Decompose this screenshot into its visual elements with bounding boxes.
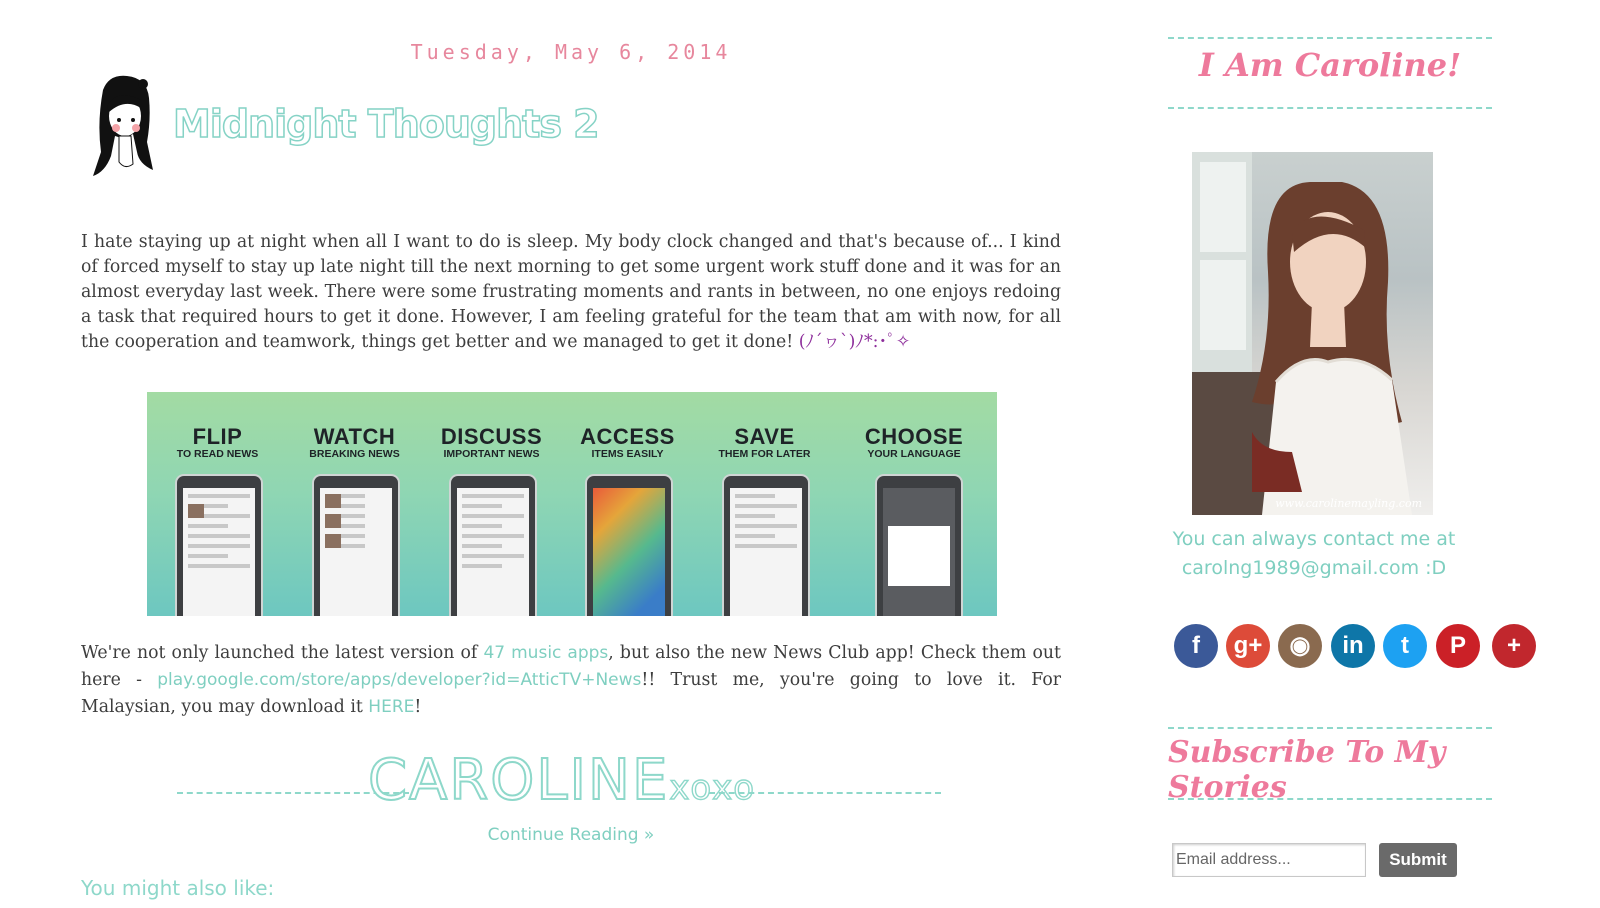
banner-feature-save [694,392,835,616]
feature-heading: WATCH [313,424,396,449]
sidebar [1168,0,1600,908]
email-input[interactable] [1172,843,1366,877]
play-store-link[interactable]: play.google.com/store/apps/developer?id=AtticTV+News [157,670,642,690]
contact-line-1: You can always contact me at [1172,528,1456,550]
linkedin-icon[interactable] [1331,624,1375,668]
feature-heading: FLIP [192,424,243,449]
photo-watermark: www.carolinemayling.com [1275,497,1422,510]
feature-heading: CHOOSE [864,424,964,449]
instagram-icon[interactable] [1278,624,1322,668]
signature-text [177,748,947,813]
paragraph-text: !! Trust me, you're going to love it. For Malaysian, you may download it [81,670,1062,717]
post-title[interactable]: Midnight Thoughts 2 [173,102,599,146]
signature-divider-right [709,792,941,794]
pinterest-icon[interactable] [1436,624,1480,668]
more-plus-glyph: + [1506,632,1521,659]
feature-sub: TO READ NEWS [176,448,259,460]
main-column [81,0,1061,908]
paragraph-text: , but also the new News Club app! Check them out here - [81,643,1061,690]
linkedin-glyph: in [1342,632,1364,659]
kaomoji: (ﾉ´ヮ`)ﾉ*:･ﾟ✧ [798,332,911,352]
sidebar-title: I Am Caroline! [1198,46,1462,84]
divider [1168,37,1492,39]
news-club-banner [147,392,997,616]
facebook-icon[interactable] [1174,624,1218,668]
paragraph-text: ! [414,697,422,717]
download-here-link[interactable]: HERE [368,697,415,717]
feature-heading: ACCESS [580,424,675,449]
music-apps-link[interactable]: 47 music apps [483,643,609,663]
google-plus-glyph: g+ [1233,632,1263,659]
submit-button[interactable]: Submit [1379,843,1457,877]
you-might-also-like-heading: You might also like: [81,876,275,900]
signature [177,748,947,818]
feature-sub: BREAKING NEWS [309,448,400,460]
feature-heading: SAVE [734,424,795,449]
google-plus-icon[interactable] [1226,624,1270,668]
continue-reading-link[interactable]: Continue Reading » [487,825,655,845]
instagram-glyph: ◉ [1289,632,1311,659]
profile-photo [1192,152,1433,515]
signature-name: CAROLINE [367,748,670,813]
subscribe-title: Subscribe To My Stories [1168,735,1446,805]
post-date: Tuesday, May 6, 2014 [410,40,732,64]
contact-info [1168,525,1460,583]
profile-photo-art [1192,152,1433,515]
phone-mockup [175,474,263,616]
signature-xo: xoxo [669,768,757,808]
contact-email[interactable]: carolng1989@gmail.com :D [1181,557,1447,579]
avatar-icon [89,72,161,180]
feature-heading: DISCUSS [440,424,543,449]
phone-mockup [875,474,963,616]
social-icons [1174,624,1544,670]
twitter-icon[interactable] [1383,624,1427,668]
feature-sub: ITEMS EASILY [591,448,664,460]
divider [1168,798,1492,800]
banner-feature-access [557,392,698,616]
phone-mockup [449,474,537,616]
banner-feature-discuss [421,392,562,616]
banner-feature-watch [284,392,425,616]
post-paragraph-2 [81,640,1061,721]
post-paragraph-1 [81,230,1061,355]
post-header [89,72,789,182]
feature-sub: YOUR LANGUAGE [867,448,961,460]
facebook-glyph: f [1192,632,1200,659]
phone-mockup [585,474,673,616]
more-plus-icon[interactable] [1492,624,1536,668]
phone-mockup [722,474,810,616]
paragraph-text: I hate staying up at night when all I want to do is sleep. My body clock changed and that's because of... I kind of forced myself to stay up late night till the next morning to get some urgent work stuff done and it was for an almost everyday last week. There were some frustrating moments and rants in between, no one enjoys redoing a task that required hours to get it done. However, I am feeling grateful for the team that am with now, for all the cooperation and teamwork, things get better and we managed to get it done! [81,232,1061,352]
divider [1168,107,1492,109]
feature-sub: THEM FOR LATER [718,448,811,460]
phone-mockup [312,474,400,616]
paragraph-text: We're not only launched the latest version of [81,643,484,663]
feature-sub: IMPORTANT NEWS [443,448,540,460]
banner-feature-choose [831,392,997,616]
pinterest-glyph: P [1449,632,1466,659]
twitter-glyph: t [1401,632,1409,659]
divider [1168,727,1492,729]
banner-feature-flip [147,392,288,616]
